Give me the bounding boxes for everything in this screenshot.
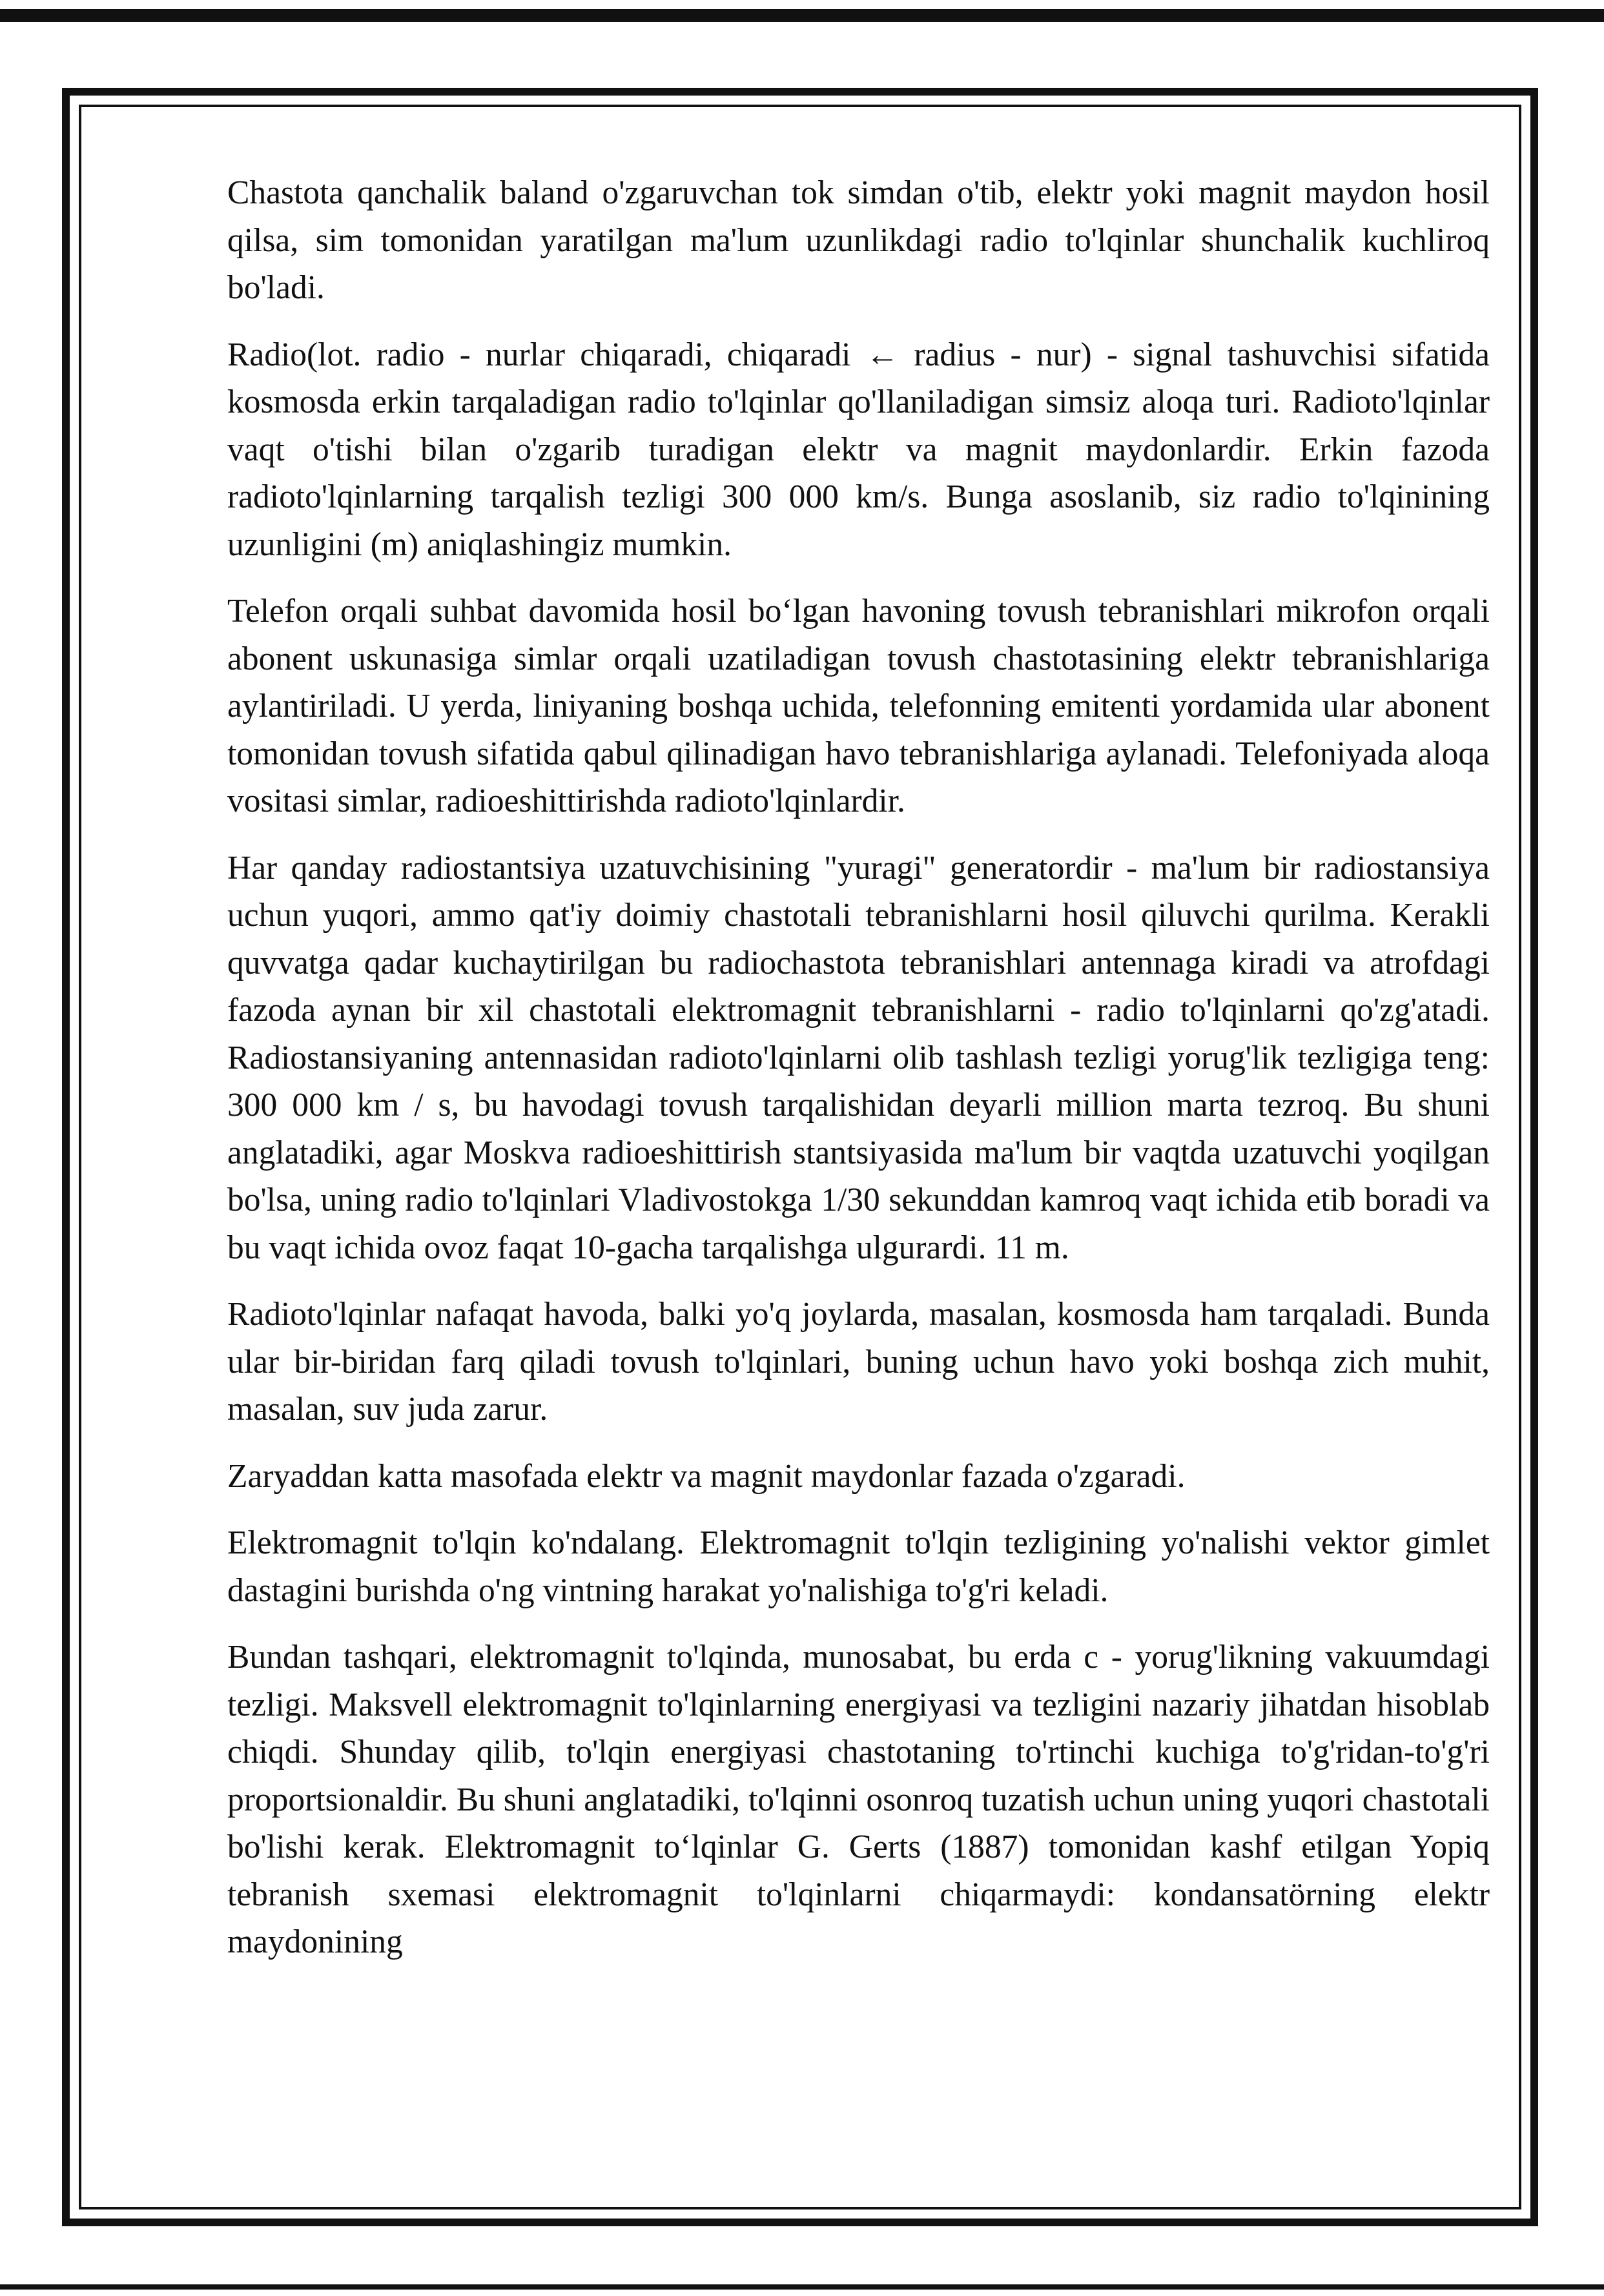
bottom-border-rule bbox=[0, 2284, 1604, 2290]
paragraph-radio-transmitter: Har qanday radiostantsiya uzatuvchisining "yuragi" generatordir - ma'lum bir radiostansiya uchun yuqori, ammo qat'iy doimiy chastotali tebranishlarni hosil qiluvchi qurilma. Kerakli quvvatga qadar kuchaytirilgan bu radiochastota tebranishlari antennaga kiradi va atrofdagi fazoda aynan bir xil chastotali elektromagnit tebranishlarni - radio to'lqinlarni qo'zg'atadi. Radiostansiyaning antennasidan radioto'lqinlarni olib tashlash tezligi yorug'lik tezligiga teng: 300 000 km / s, bu havodagi tovush tarqalishidan deyarli million marta tezroq. Bu shuni anglatadiki, agar Moskva radioeshittirish stantsiyasida ma'lum bir vaqtda uzatuvchi yoqilgan bo'lsa, uning radio to'lqinlari Vladivostokga 1/30 sekunddan kamroq vaqt ichida etib boradi va bu vaqt ichida ovoz faqat 10-gacha tarqalishga ulgurardi. 11 m. bbox=[227, 849, 1490, 1266]
paragraph-radio-definition: Radio(lot. radio - nurlar chiqaradi, chiqaradi ← radius - nur) - signal tashuvchisi sifatida kosmosda erkin tarqaladigan radio to'lqinlar qo'llaniladigan simsiz aloqa turi. Radioto'lqinlar vaqt o'tishi bilan o'zgarib turadigan elektr va magnit maydonlardir. Erkin fazoda radioto'lqinlarning tarqalish tezligi 300 000 km/s. Bunga asoslanib, siz radio to'lqinining uzunligini (m) aniqlashingiz mumkin. bbox=[227, 336, 1490, 563]
paragraph-telephone: Telefon orqali suhbat davomida hosil bo‘lgan havoning tovush tebranishlari mikrofon orqali abonent uskunasiga simlar orqali uzatiladigan tovush chastotasining elektr tebranishlariga aylantiriladi. U yerda, liniyaning boshqa uchida, telefonning emitenti yordamida ular abonent tomonidan tovush sifatida qabul qilinadigan havo tebranishlariga aylanadi. Telefoniyada aloqa vositasi simlar, radioeshittirishda radioto'lqinlardir. bbox=[227, 593, 1490, 819]
paragraph-wave-energy: Bundan tashqari, elektromagnit to'lqinda, munosabat, bu erda c - yorug'likning vakuumdagi tezligi. Maksvell elektromagnit to'lqinlarning energiyasi va tezligini nazariy jihatdan hisoblab chiqdi. Shunday qilib, to'lqin energiyasi chastotaning to'rtinchi kuchiga to'g'ridan-to'g'ri proportsionaldir. Bu shuni anglatadiki, to'lqinni osonroq tuzatish uchun uning yuqori chastotali bo'lishi kerak. Elektromagnit to‘lqinlar G. Gerts (1887) tomonidan kashf etilgan Yopiq tebranish sxemasi elektromagnit to'lqinlarni chiqarmaydi: kondansatörning elektr maydonining bbox=[227, 1639, 1490, 1960]
paragraph-radio-waves-propagation: Radioto'lqinlar nafaqat havoda, balki yo'q joylarda, masalan, kosmosda ham tarqaladi. Bunda ular bir-biridan farq qiladi tovush to'lqinlari, buning uchun havo yoki boshqa zich muhit, masalan, suv juda zarur. bbox=[227, 1296, 1490, 1428]
top-border-rule bbox=[0, 9, 1604, 22]
paragraph-transverse-wave: Elektromagnit to'lqin ko'ndalang. Elektromagnit to'lqin tezligining yo'nalishi vektor gimlet dastagini burishda o'ng vintning harakat yo'nalishiga to'g'ri keladi. bbox=[227, 1524, 1490, 1609]
document-body bbox=[227, 169, 1490, 1966]
paragraph-frequency: Chastota qanchalik baland o'zgaruvchan tok simdan o'tib, elektr yoki magnit maydon hosil qilsa, sim tomonidan yaratilgan ma'lum uzunlikdagi radio to'lqinlar shunchalik kuchliroq bo'ladi. bbox=[227, 174, 1490, 306]
paragraph-field-phase: Zaryaddan katta masofada elektr va magnit maydonlar fazada o'zgaradi. bbox=[227, 1457, 1186, 1495]
